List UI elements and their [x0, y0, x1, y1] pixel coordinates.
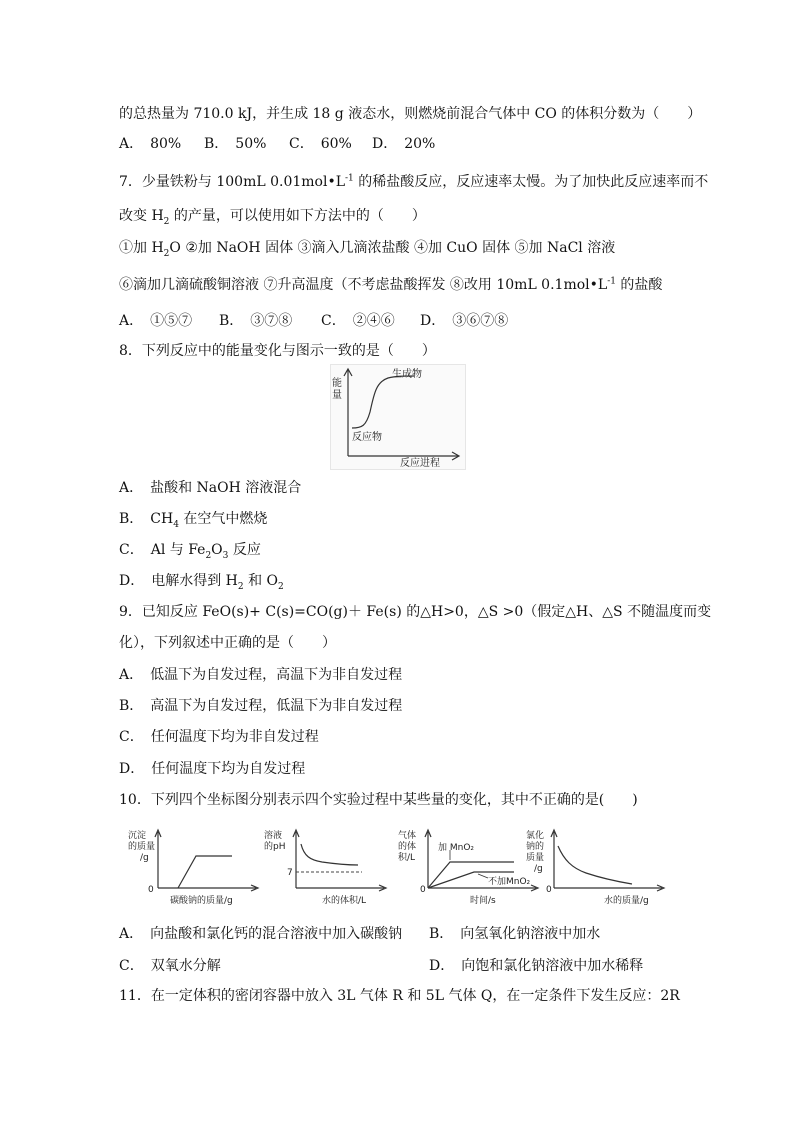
q7-option-b: B． ③⑦⑧ — [219, 313, 293, 329]
graph-a-ylabel-1: 沉淀 — [128, 831, 147, 841]
q7-methods-line2: ⑥滴加几滴硫酸铜溶液 ⑦升高温度（不考虑盐酸挥发 ⑧改用 10mL $0.1mol•L^{-1}$ 的盐酸 — [119, 276, 663, 293]
graph-b-ph — [260, 826, 390, 906]
graph-a-curve — [178, 856, 232, 888]
graph-d-curve — [558, 846, 632, 884]
graph-d-xlabel: 水的质量/g — [604, 896, 649, 906]
graph-d-ylabel-1: 氯化 — [526, 831, 545, 841]
q10-option-b: B． 向氢氧化钠溶液中加水 — [429, 926, 601, 942]
q8-option-d: D． 电解水得到 $H_2$ 和 $O_2$ — [119, 573, 284, 592]
graph-b-xlabel: 水的体积/L — [322, 896, 367, 906]
ylabel-1: 能 — [332, 378, 342, 389]
q8-option-a: A． 盐酸和 NaOH 溶液混合 — [119, 480, 302, 496]
energy-diagram — [330, 364, 466, 470]
q9-option-a: A． 低温下为自发过程，高温下为非自发过程 — [119, 667, 403, 683]
q8-stem: 8．下列反应中的能量变化与图示一致的是（ ） — [119, 343, 436, 359]
q6-stem-tail: 的总热量为 710.0 kJ，并生成 18 g 液态水，则燃烧前混合气体中 CO 的体积分数为（ ） — [119, 106, 702, 122]
q9-stem-line2: 化），下列叙述中正确的是（ ） — [119, 635, 336, 651]
q7-option-c: C． ②④⑥ — [321, 313, 395, 329]
graph-d-origin: 0 — [546, 885, 552, 895]
graph-d-ylabel-2: 钠的 — [526, 842, 545, 852]
graph-b-tick-7: 7 — [287, 868, 293, 878]
q8-option-b: B． $CH_4$ 在空气中燃烧 — [119, 511, 268, 530]
graph-c-ylabel-1: 气体 — [398, 831, 417, 841]
graph-d-ylabel-3: 质量 — [526, 853, 545, 863]
graph-c-ylabel-2: 的体 — [398, 842, 417, 852]
q9-option-b: B． 高温下为自发过程，低温下为非自发过程 — [119, 698, 403, 714]
q9-option-c: C． 任何温度下均为非自发过程 — [119, 729, 319, 745]
graph-c-origin: 0 — [420, 885, 426, 895]
q9-stem-line1: 9．已知反应 FeO(s)+ C(s)=CO(g)＋ Fe(s) 的△H>0，△S >0（假定△H、△S 不随温度而变 — [119, 604, 712, 620]
q7-option-a: A． ①⑤⑦ — [119, 313, 193, 329]
graph-b-curve — [301, 844, 358, 865]
graph-a-origin: 0 — [148, 885, 154, 895]
q11-stem-line1: 11．在一定体积的密闭容器中放入 3L 气体 R 和 5L 气体 Q，在一定条件下发生反应：2R — [119, 988, 680, 1004]
q7-methods-line1: ①加 $H_2O$ ②加 NaOH 固体 ③滴入几滴浓盐酸 ④加 CuO 固体 ⑤加 NaCl 溶液 — [119, 240, 616, 259]
graph-c-xlabel: 时间/s — [470, 896, 496, 906]
ylabel-2: 量 — [332, 390, 342, 401]
graph-c-label-no-mno2: 不加MnO₂ — [488, 877, 531, 887]
graph-a-precipitate — [126, 826, 264, 906]
q9-option-d: D． 任何温度下均为自发过程 — [119, 761, 306, 777]
graph-d-ylabel-4: /g — [534, 864, 543, 874]
graph-a-ylabel-3: /g — [140, 853, 149, 863]
q7-stem-line2: 改变 $H_2$ 的产量，可以使用如下方法中的（ ） — [119, 208, 426, 227]
q10-option-d: D． 向饱和氯化钠溶液中加水稀释 — [429, 958, 644, 974]
reactant-label: 反应物 — [352, 432, 382, 443]
q6-option-a: A． 80% — [119, 136, 182, 152]
graph-c-ylabel-3: 积/L — [398, 853, 416, 863]
q6-option-b: B． 50% — [204, 136, 267, 152]
graph-b-ylabel-1: 溶液 — [264, 831, 283, 841]
graph-a-xlabel: 碳酸钠的质量/g — [170, 896, 233, 906]
graph-c-label-mno2: 加 MnO₂ — [438, 843, 475, 853]
q6-option-d: D． 20% — [372, 136, 436, 152]
product-label: 生成物 — [392, 369, 422, 380]
graph-d-nacl-mass — [520, 826, 670, 906]
diagram-frame — [331, 365, 466, 470]
q7-option-d: D． ③⑥⑦⑧ — [420, 313, 509, 329]
q10-option-c: C． 双氧水分解 — [119, 958, 221, 974]
q10-option-a: A． 向盐酸和氯化钙的混合溶液中加入碳酸钠 — [119, 926, 403, 942]
q7-stem-line1: 7．少量铁粉与 100mL $0.01mol•L^{-1}$ 的稀盐酸反应，反应速率太慢。为了加快此反应速率而不 — [119, 173, 709, 190]
q8-option-c: C． Al 与 $Fe_2O_3$ 反应 — [119, 542, 261, 561]
graph-c-pointer-bottom — [478, 874, 488, 878]
q6-option-c: C． 60% — [289, 136, 352, 152]
graph-b-ylabel-2: 的pH — [264, 842, 286, 852]
q10-stem: 10．下列四个坐标图分别表示四个实验过程中某些量的变化，其中不正确的是( ) — [119, 792, 638, 808]
graph-a-ylabel-2: 的质量 — [128, 842, 156, 852]
x-label: 反应进程 — [400, 458, 440, 469]
